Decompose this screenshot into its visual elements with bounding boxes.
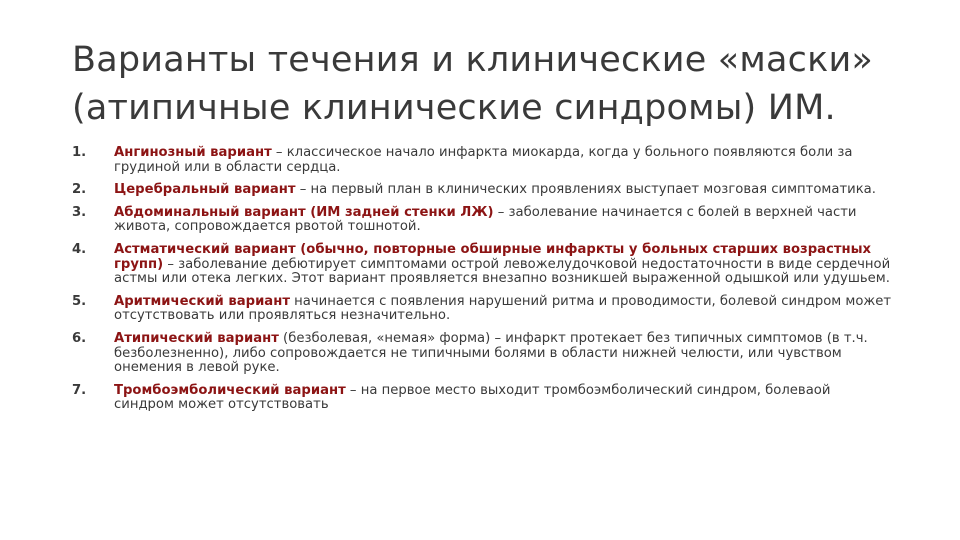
item-number: 5. — [72, 293, 87, 309]
item-text: – классическое начало инфаркта миокарда, когда у больного появляются боли за грудиной или в области сердца. — [114, 145, 853, 175]
item-text: – на первый план в клинических проявлениях выступает мозговая симптоматика. — [295, 182, 876, 198]
item-number: 1. — [72, 145, 87, 160]
item-number: 6. — [72, 330, 87, 346]
item-term: Астматический вариант (обычно, повторные обширные инфаркты у больных старших возрастных групп) — [114, 241, 872, 272]
item-term: Атипический вариант — [114, 330, 279, 346]
list-item — [72, 206, 892, 235]
list-item — [72, 243, 892, 287]
slide-title — [72, 36, 892, 132]
item-number: 2. — [72, 182, 87, 198]
list-item — [72, 295, 892, 324]
item-number: 3. — [72, 204, 87, 220]
title-line-2: (атипичные клинические синдромы) ИМ. — [72, 88, 836, 128]
item-text: – заболевание дебютирует симптомами острой левожелудочковой недостаточности в виде сердечной астмы или отека легких. Этот вариант проявляется внезапно возникшей выраженной одышкой или удушьем. — [114, 256, 891, 287]
item-number: 7. — [72, 382, 87, 398]
list-item — [72, 332, 892, 376]
item-term: Церебральный вариант — [114, 182, 296, 198]
item-text: – на первое место выходит тромбоэмболический синдром, болеваой синдром может отсутствовать — [114, 382, 831, 413]
list-item — [72, 146, 892, 175]
list-item — [72, 183, 892, 198]
item-term: Аритмический вариант — [114, 293, 290, 309]
item-text: – заболевание начинается с болей в верхней части живота, сопровождается рвотой тошнотой. — [114, 204, 857, 235]
item-number: 4. — [72, 241, 87, 257]
item-text: начинается с появления нарушений ритма и проводимости, болевой синдром может отсутствовать или проявляться незначительно. — [114, 293, 892, 324]
title-line-1: Варианты течения и клинические «маски» — [72, 40, 874, 80]
variant-list — [72, 146, 892, 413]
item-term: Ангинозный вариант — [114, 145, 272, 160]
item-term: Тромбоэмболический вариант — [114, 382, 346, 398]
item-term: Абдоминальный вариант (ИМ задней стенки ЛЖ) — [114, 204, 494, 220]
list-item — [72, 384, 892, 413]
item-text: (безболевая, «немая» форма) – инфаркт протекает без типичных симптомов (в т.ч. безболезненно), либо сопровождается не типичными болями в области нижней челюсти, или чувством онемения в левой руке. — [114, 330, 868, 376]
